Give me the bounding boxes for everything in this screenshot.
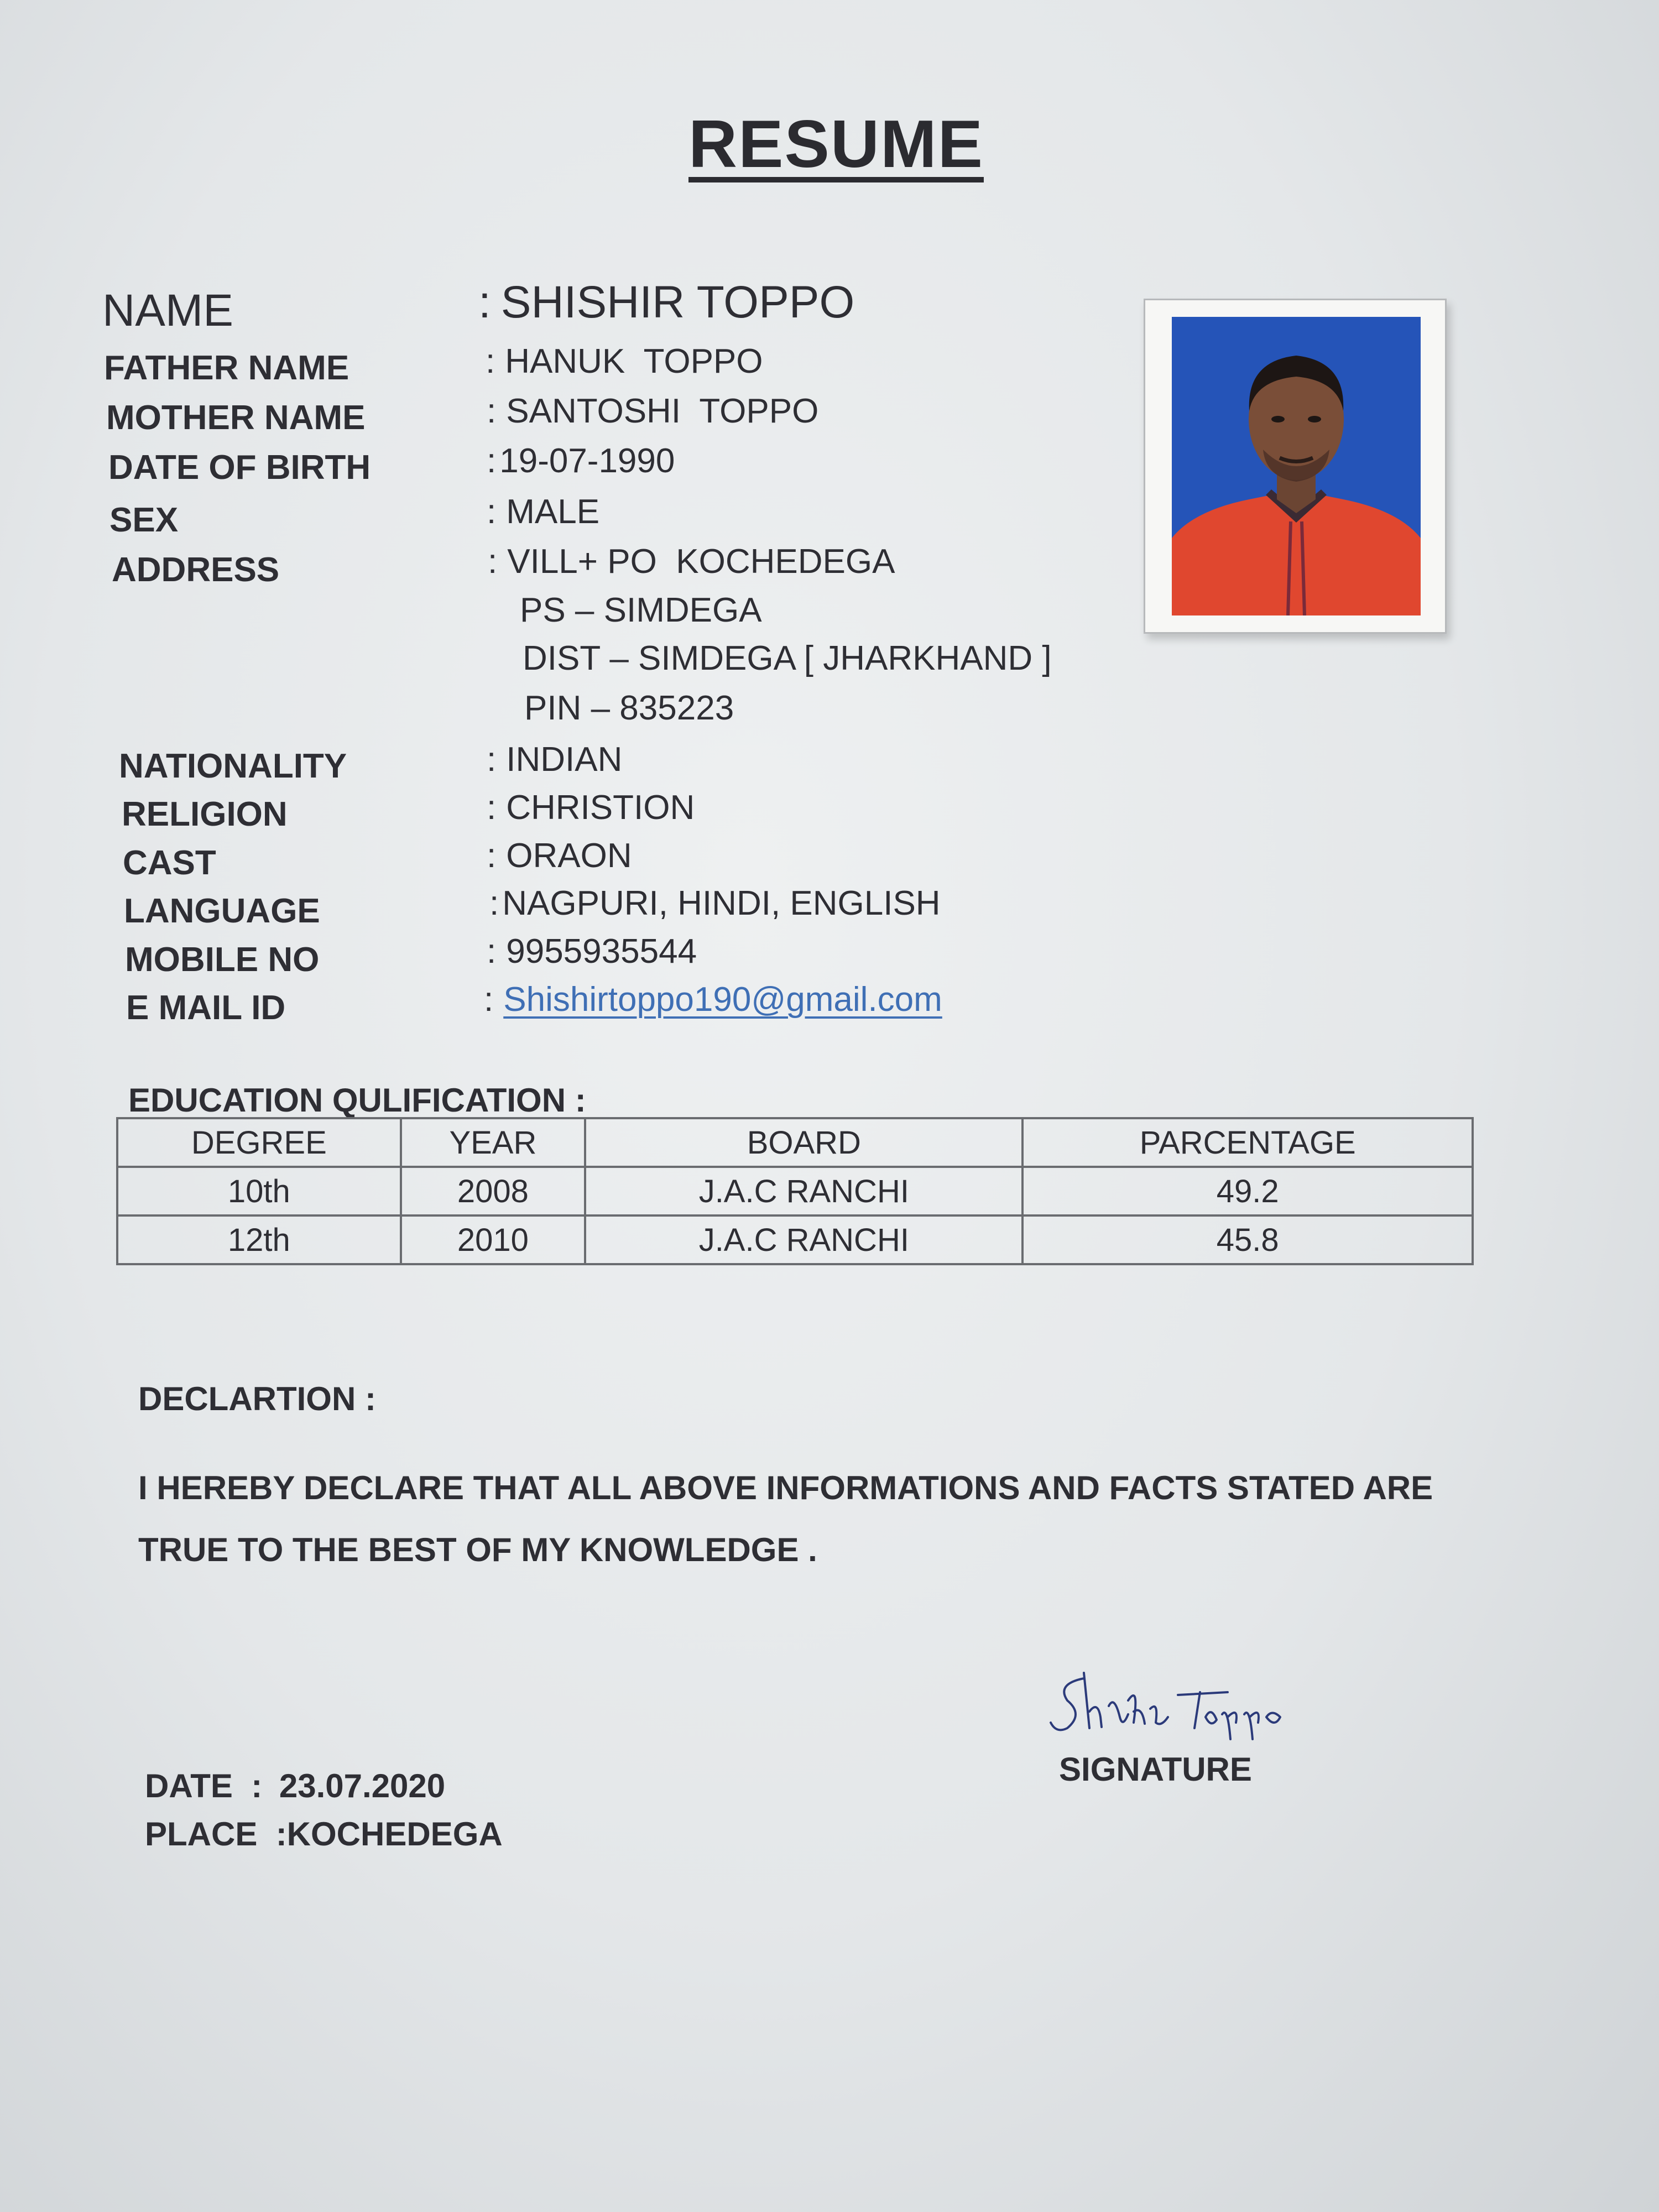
address-line-3: DIST – SIMDEGA [ JHARKHAND ]	[523, 639, 1052, 677]
declaration-heading: DECLARTION :	[138, 1380, 376, 1417]
address-line-4: PIN – 835223	[524, 689, 734, 727]
table-cell: J.A.C RANCHI	[585, 1167, 1022, 1215]
table-cell: J.A.C RANCHI	[585, 1215, 1022, 1264]
column-header-year: YEAR	[401, 1118, 586, 1167]
mobile-value: : 9955935544	[487, 932, 697, 971]
page-title: RESUME	[688, 106, 984, 181]
address-line-1: : VILL+ PO KOCHEDEGA	[488, 542, 895, 581]
education-heading: EDUCATION QULIFICATION :	[128, 1082, 586, 1119]
religion-value: : CHRISTION	[487, 789, 695, 827]
religion-text: CHRISTION	[506, 789, 695, 827]
column-header-board: BOARD	[585, 1118, 1022, 1167]
nationality-text: INDIAN	[506, 740, 623, 779]
date-value: 23.07.2020	[279, 1767, 446, 1804]
table-row	[117, 1167, 1473, 1215]
profile-photo	[1172, 317, 1421, 615]
father-name-value: : HANUK TOPPO	[486, 342, 763, 380]
place-label: PLACE :	[145, 1815, 287, 1853]
education-table	[116, 1117, 1474, 1265]
father-name-text: HANUK TOPPO	[505, 342, 763, 380]
table-header-row	[117, 1118, 1473, 1167]
mobile-text: 9955935544	[506, 932, 697, 971]
table-cell: 2008	[401, 1167, 586, 1215]
place-line	[145, 1815, 503, 1853]
name-label: NAME	[102, 285, 233, 336]
name-value: : SHISHIR TOPPO	[478, 277, 855, 327]
cast-value: : ORAON	[487, 837, 632, 875]
date-line	[145, 1767, 445, 1805]
cast-text: ORAON	[506, 837, 632, 875]
table-cell: 2010	[401, 1215, 586, 1264]
table-row	[117, 1215, 1473, 1264]
dob-value: :19-07-1990	[487, 442, 675, 480]
table-cell: 49.2	[1022, 1167, 1473, 1215]
nationality-label: NATIONALITY	[119, 747, 347, 785]
sex-text: MALE	[506, 493, 600, 531]
religion-label: RELIGION	[122, 795, 288, 833]
address-line-2: PS – SIMDEGA	[520, 591, 762, 629]
language-label: LANGUAGE	[124, 892, 320, 930]
table-cell: 45.8	[1022, 1215, 1473, 1264]
column-header-percentage: PARCENTAGE	[1022, 1118, 1473, 1167]
place-value: KOCHEDEGA	[286, 1815, 503, 1853]
column-header-degree: DEGREE	[117, 1118, 401, 1167]
mother-name-label: MOTHER NAME	[106, 399, 366, 437]
date-label: DATE :	[145, 1767, 263, 1804]
email-value: : Shishirtoppo190@gmail.com	[484, 980, 942, 1019]
address-line-1-text: VILL+ PO KOCHEDEGA	[507, 542, 895, 581]
email-label: E MAIL ID	[126, 989, 286, 1027]
handwritten-signature	[1045, 1662, 1311, 1747]
mobile-label: MOBILE NO	[125, 941, 320, 979]
nationality-value: : INDIAN	[487, 740, 623, 779]
language-text: NAGPURI, HINDI, ENGLISH	[502, 884, 941, 922]
signature-scribble-icon	[1045, 1662, 1311, 1745]
declaration-text: I HEREBY DECLARE THAT ALL ABOVE INFORMATIONS AND FACTS STATED ARE TRUE TO THE BEST OF MY KNOWLEDGE .	[138, 1469, 1433, 1568]
profile-photo-frame	[1144, 299, 1447, 634]
signature-label: SIGNATURE	[1059, 1751, 1252, 1788]
sex-value: : MALE	[487, 493, 600, 531]
table-cell: 10th	[117, 1167, 401, 1215]
person-portrait-icon	[1172, 317, 1421, 615]
sex-label: SEX	[109, 501, 179, 539]
table-cell: 12th	[117, 1215, 401, 1264]
name-text: SHISHIR TOPPO	[500, 277, 855, 327]
language-value: :NAGPURI, HINDI, ENGLISH	[489, 884, 941, 922]
cast-label: CAST	[123, 844, 216, 882]
father-name-label: FATHER NAME	[104, 349, 349, 387]
mother-name-text: SANTOSHI TOPPO	[506, 392, 819, 430]
email-link[interactable]: Shishirtoppo190@gmail.com	[503, 980, 942, 1019]
address-label: ADDRESS	[112, 551, 280, 589]
dob-label: DATE OF BIRTH	[108, 448, 371, 487]
dob-text: 19-07-1990	[499, 442, 675, 480]
mother-name-value: : SANTOSHI TOPPO	[487, 392, 819, 430]
